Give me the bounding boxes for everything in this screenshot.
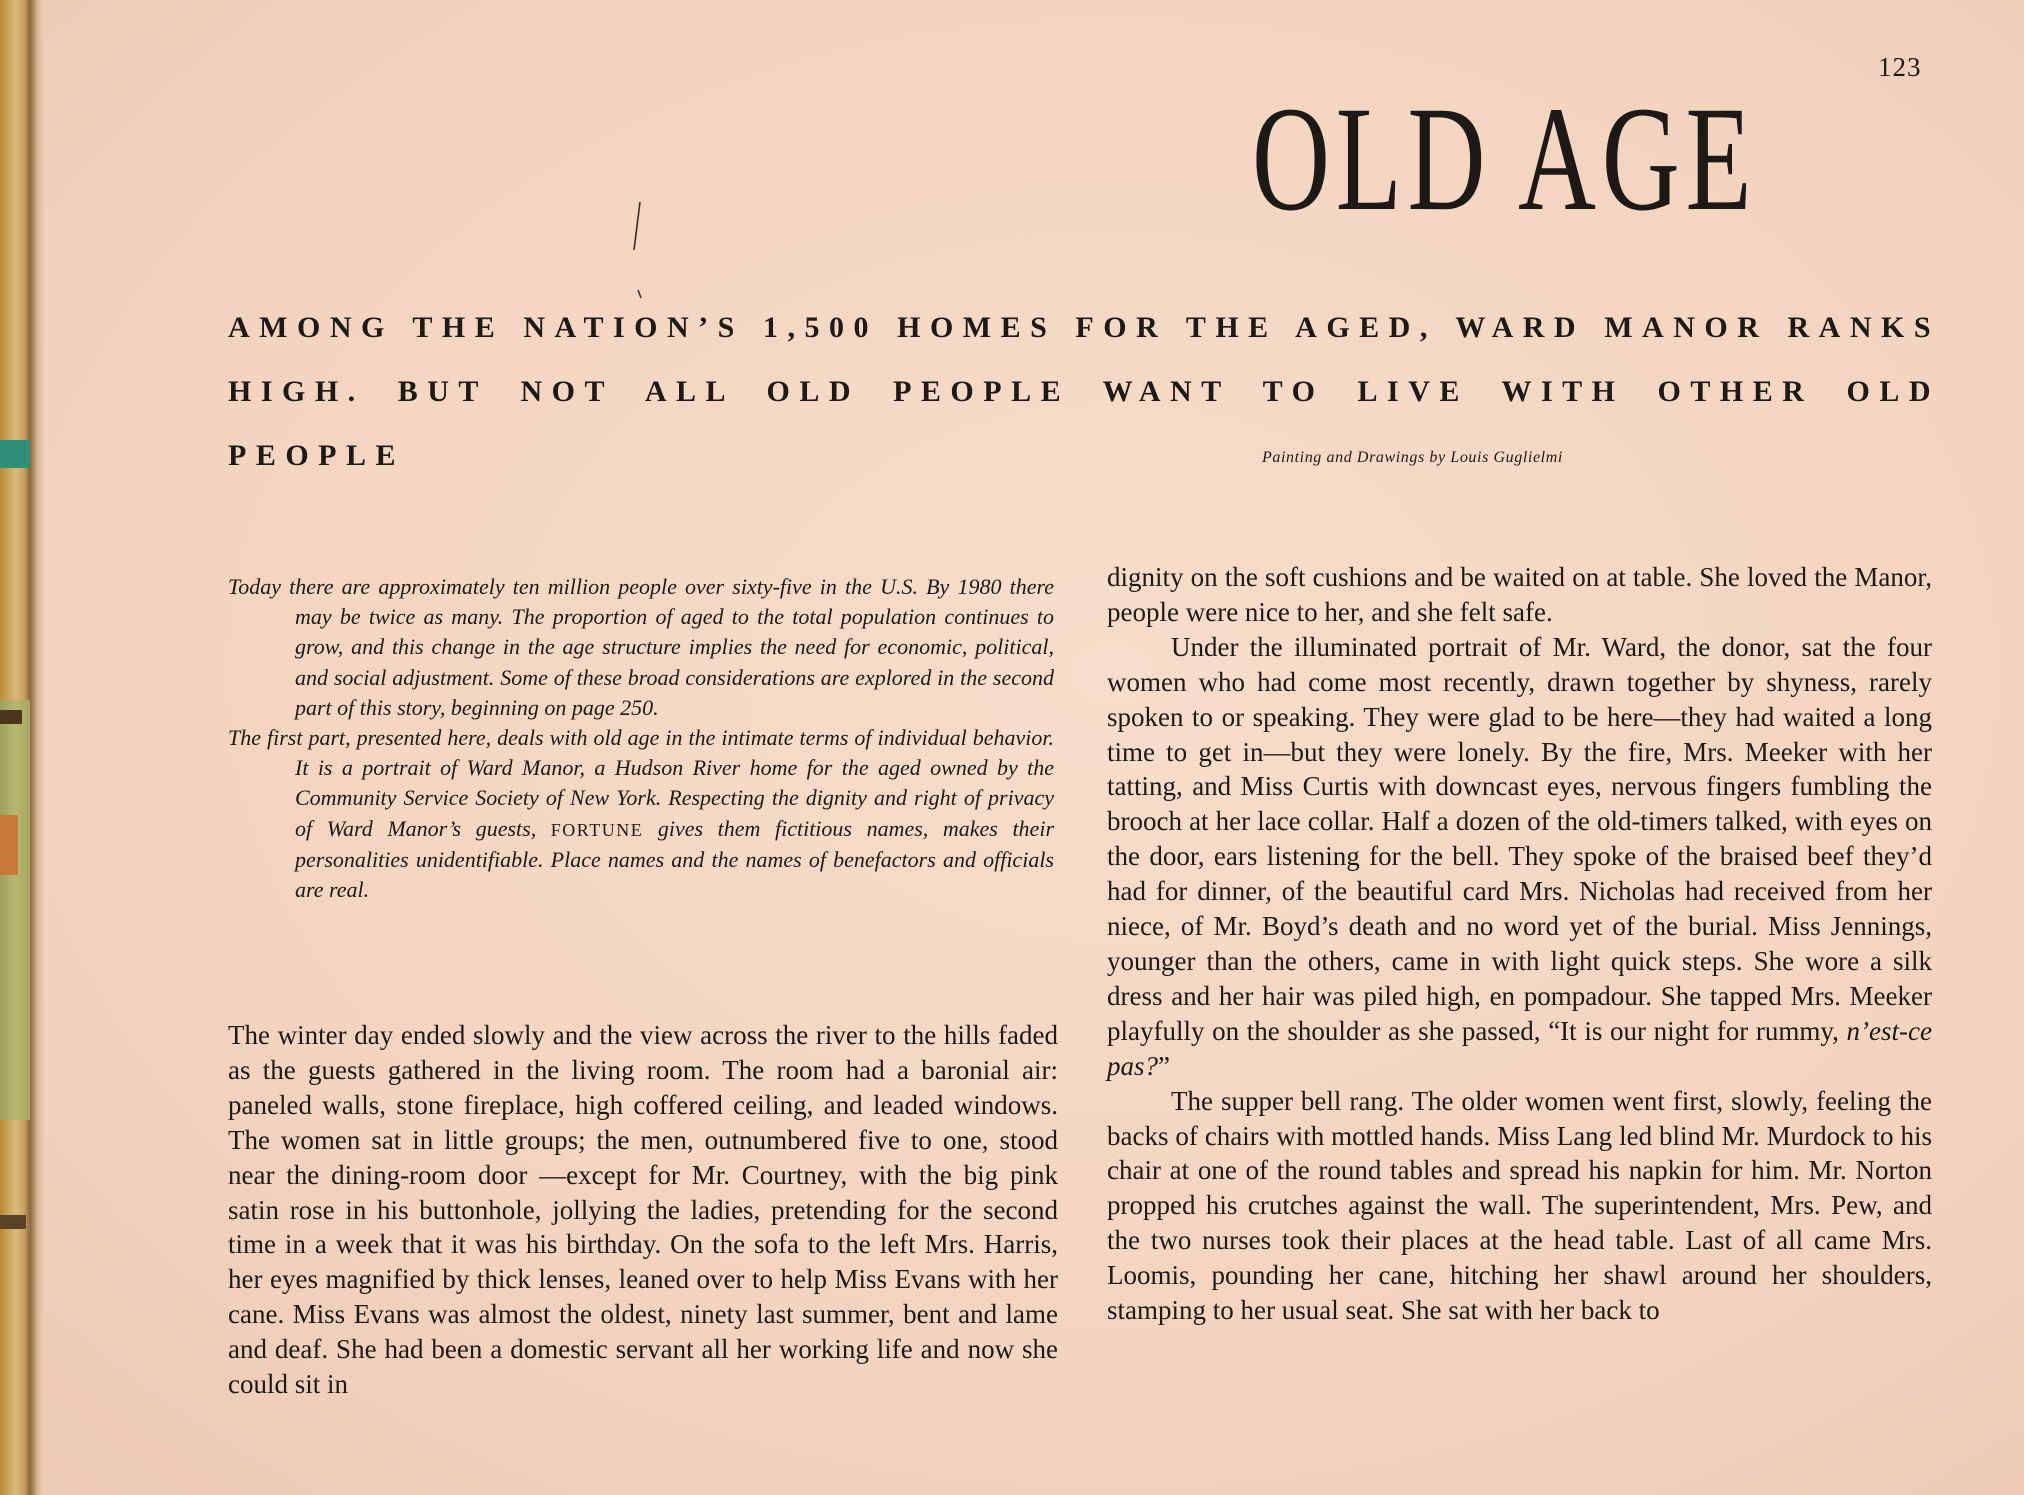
article-title: OLD AGE — [1252, 76, 1758, 242]
intro-box — [228, 572, 1054, 905]
intro-paragraph-2 — [228, 723, 1054, 905]
page-number: 123 — [1878, 52, 1922, 82]
intro-paragraph-2-text: The first part, presented here, deals with old age in the intimate terms of individual behavior. It is a portrait of Ward Manor, a Hudson River home for the aged owned by the Community Service Society of New York. Respecting the dignity and right of privacy of Ward Manor’s guests, — [228, 725, 1054, 841]
spine-teal-band — [0, 440, 30, 468]
fortune-brand: FORTUNE — [550, 819, 644, 840]
closing-quote: ” — [1158, 1050, 1170, 1081]
spine-green-band — [0, 700, 30, 1120]
article-column-1 — [228, 1018, 1058, 1402]
intro-paragraph-1: Today there are approximately ten million people over sixty-five in the U.S. By 1980 there may be twice as many. The proportion of aged to the total population continues to grow, and this change in the age structure implies the need for economic, political, and social adjustment. Some of these broad considerations are explored in the second part of this story, beginning on page 250. — [228, 574, 1054, 720]
article-paragraph-3-text: Under the illuminated portrait of Mr. Ward, the donor, sat the four women who had come most recently, drawn together by shyness, rarely spoken to or speaking. They were glad to be here—they had waited a long time to get in—but they were lonely. By the fire, Mrs. Meeker with her tatting, and Miss Curtis with downcast eyes, nervous fingers fumbling the brooch at her lace collar. Half a dozen of the old-timers talked, with eyes on the door, ears listening for the bell. They spoke of the braised beef they’d had for dinner, of the beautiful card Mrs. Nicholas had received from her niece, of Mr. Boyd’s death and no word yet of the burial. Miss Jennings, younger than the others, came in with light quick steps. She wore a silk dress and her hair was piled high, en pompadour. She tapped Mrs. Meeker playfully on the shoulder as she passed, “It is our night for rummy, — [1107, 631, 1932, 1046]
book-spine-edge — [0, 0, 44, 1495]
spine-orange-mark — [0, 815, 18, 875]
article-paragraph-2: dignity on the soft cushions and be waited on at table. She loved the Manor, people were nice to her, and she felt safe. — [1107, 562, 1932, 627]
article-column-2 — [1107, 560, 1932, 1328]
spine-dark-band — [0, 1215, 26, 1229]
article-paragraph-4: The supper bell rang. The older women went first, slowly, feeling the backs of chairs with mottled hands. Miss Lang led blind Mr. Murdock to his chair at one of the round tables and spread his napkin for him. Mr. Norton propped his crutches against the wall. The superintendent, Mrs. Pew, and the two nurses took their places at the head table. Last of all came Mrs. Loomis, pounding her cane, hitching her shawl around her shoulders, stamping to her usual seat. She sat with her back to — [1107, 1085, 1932, 1326]
illustration-credit: Painting and Drawings by Louis Guglielmi — [1262, 449, 1563, 466]
article-paragraph-1: The winter day ended slowly and the view across the river to the hills faded as the guests gathered in the living room. The room had a baronial air: paneled walls, stone fireplace, high coffered ceiling, and leaded windows. The women sat in little groups; the men, outnumbered five to one, stood near the dining-room door —except for Mr. Courtney, with the big pink satin rose in his buttonhole, jollying the ladies, pretending for the second time in a week that it was his birthday. On the sofa to the left Mrs. Harris, her eyes magnified by thick lenses, leaned over to help Miss Evans with her cane. Miss Evans was almost the oldest, ninety last summer, bent and lame and deaf. She had been a domestic servant all her working life and now she could sit in — [228, 1020, 1058, 1400]
article-deck: AMONG THE NATION’S 1,500 HOMES FOR THE AGED, WARD MANOR RANKS HIGH. BUT NOT ALL OLD PEOPLE WANT TO LIVE WITH OTHER OLD PEOPLE — [228, 311, 1940, 472]
intro-paragraph-2-end: gives them fictitious names, makes their personalities unidentifiable. Place names and the names of benefactors and officials are real. — [295, 815, 1055, 903]
spine-dark-mark — [0, 710, 22, 724]
french-phrase: n’est-ce pas? — [1107, 1015, 1932, 1081]
article-paragraph-3 — [1107, 630, 1932, 1084]
